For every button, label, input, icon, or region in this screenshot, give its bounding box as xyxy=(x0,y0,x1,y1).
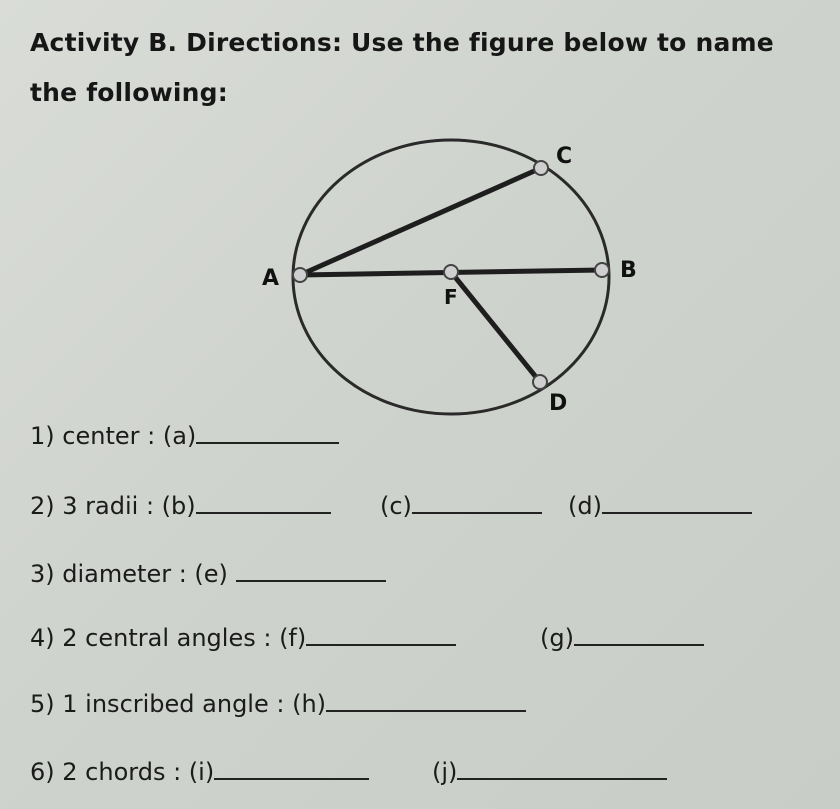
question-6 xyxy=(30,756,369,786)
question-3 xyxy=(30,558,386,588)
question-1-text: center : (a) xyxy=(62,422,197,450)
question-4-text: 2 central angles : (f) xyxy=(62,624,307,652)
answer-j-blank[interactable] xyxy=(457,756,667,780)
answer-d-blank[interactable] xyxy=(602,490,752,514)
question-2 xyxy=(30,490,331,520)
answer-f-blank[interactable] xyxy=(306,622,456,646)
answer-i-blank[interactable] xyxy=(214,756,369,780)
answer-b-blank[interactable] xyxy=(196,490,331,514)
question-6-number: 6) xyxy=(30,758,55,786)
radius-fd xyxy=(451,272,540,382)
question-2-text: 3 radii : (b) xyxy=(62,492,196,520)
answer-e-blank[interactable] xyxy=(236,558,386,582)
question-5-text: 1 inscribed angle : (h) xyxy=(62,690,327,718)
point-d xyxy=(533,375,547,389)
heading-line-2: the following: xyxy=(30,78,228,107)
question-1 xyxy=(30,420,339,450)
label-b: B xyxy=(620,258,637,283)
question-5-number: 5) xyxy=(30,690,55,718)
label-f: F xyxy=(444,285,458,309)
answer-g-blank[interactable] xyxy=(574,622,704,646)
question-5 xyxy=(30,688,526,718)
point-a xyxy=(293,268,307,282)
question-2-part-c xyxy=(380,490,542,520)
point-f xyxy=(444,265,458,279)
question-4 xyxy=(30,622,456,652)
label-d: D xyxy=(549,391,568,416)
question-2-number: 2) xyxy=(30,492,55,520)
label-c-part: (c) xyxy=(380,492,412,520)
question-1-number: 1) xyxy=(30,422,55,450)
label-c: C xyxy=(556,144,573,169)
question-3-number: 3) xyxy=(30,560,55,588)
question-4-number: 4) xyxy=(30,624,55,652)
answer-a-blank[interactable] xyxy=(196,420,339,444)
question-2-part-d xyxy=(568,490,752,520)
answer-h-blank[interactable] xyxy=(326,688,526,712)
answer-c-blank[interactable] xyxy=(412,490,542,514)
question-4-part-g xyxy=(540,622,704,652)
point-b xyxy=(595,263,609,277)
label-g-part: (g) xyxy=(540,624,574,652)
question-6-part-j xyxy=(432,756,667,786)
point-c xyxy=(534,161,548,175)
label-j-part: (j) xyxy=(432,758,458,786)
question-6-text: 2 chords : (i) xyxy=(62,758,215,786)
label-d-part: (d) xyxy=(568,492,602,520)
heading-line-1: Activity B. Directions: Use the figure below to name xyxy=(30,28,774,57)
question-3-text: diameter : (e) xyxy=(62,560,228,588)
label-a: A xyxy=(262,266,280,291)
